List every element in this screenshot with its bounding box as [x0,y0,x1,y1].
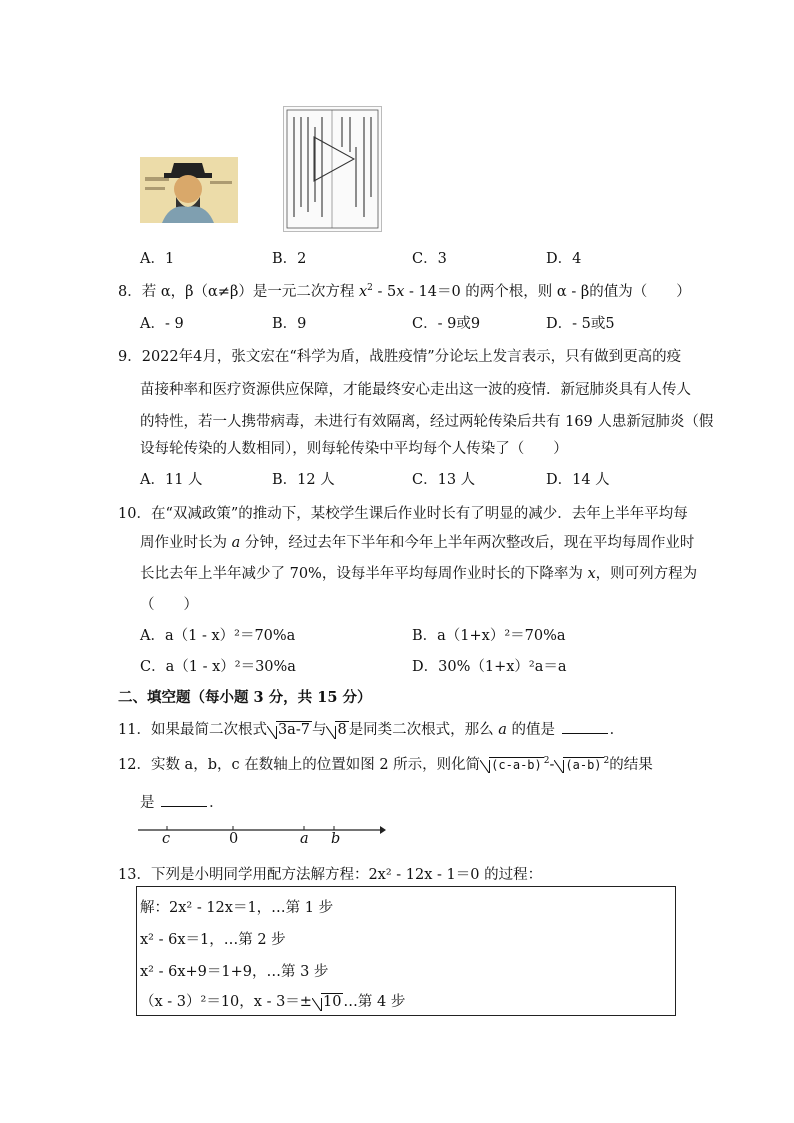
q10-number: 10． [118,506,151,522]
q8-eq-rest: - 5 [372,284,397,300]
q9-option-b: B．12 人 [272,472,335,488]
axis-label-c: c [162,831,171,847]
q8-number: 8． [118,284,142,300]
q9-number: 9． [118,349,142,365]
q12-answer-blank[interactable] [161,794,207,807]
q11-answer-blank[interactable] [562,721,608,734]
question-13 [118,863,542,884]
q11-text-4: 的值是 [506,722,560,738]
ancient-book-image [283,106,382,232]
number-line-figure [136,820,388,850]
q12-exponent-1: 2 [543,756,550,766]
solution-step-4-radical [312,994,343,1010]
q7-option-b: B．2 [272,251,307,267]
q10-line-3-a: 长比去年上半年减少了 70%，设每半年平均每周作业时长的下降率为 [140,566,588,582]
q10-line-3-b: ，则可列方程为 [595,566,698,582]
q7-option-c: C．3 [412,251,447,267]
q9-line-2: 苗接种率和医疗资源供应保障，才能最终安心走出这一波的疫情．新冠肺炎具有人传人 [140,382,691,398]
axis-label-a: a [300,831,309,847]
q10-var-x: x [587,566,596,582]
q8-text-1: 若 α，β（α≠β）是一元二次方程 [141,284,359,300]
q10-line-3 [140,562,697,583]
q11-number: 11． [118,722,151,738]
q8-var-x: x [358,284,368,300]
q10-var-a: a [231,535,241,551]
q10-option-a: A．a（1 - x）²＝70%a [140,628,296,644]
portrait-image [140,157,238,223]
q13-text: 下列是小明同学用配方法解方程：2x² - 12x - 1＝0 的过程： [150,867,543,883]
question-12 [118,753,653,774]
q12-radical-1 [480,756,549,773]
q8-option-b: B．9 [272,316,307,332]
q8-var-x2: x [396,284,405,300]
solution-step-1: 解：2x² - 12x＝1，…第 1 步 [140,900,334,916]
q12-line-2-a: 是 [140,795,160,811]
q11-radical-1 [267,722,312,738]
q12-line-2 [140,791,224,812]
q7-option-d: D．4 [546,251,582,267]
q12-radical-2 [554,756,609,773]
q9-option-a: A．11 人 [140,472,203,488]
question-9 [118,345,681,366]
q11-text-2: 与 [311,722,327,738]
q11-radicand-1: 3a-7 [277,722,310,738]
q10-line-1: 在“双减政策”的推动下，某校学生课后作业时长有了明显的减少．去年上半年平均每 [150,506,688,522]
solution-step-2: x² - 6x＝1，…第 2 步 [140,932,286,948]
q11-text-3: 是同类二次根式，那么 [348,722,499,738]
q8-option-c: C．- 9或9 [412,316,481,332]
q9-line-3: 的特性，若一人携带病毒，未进行有效隔离，经过两轮传染后共有 169 人患新冠肺炎（假 [140,414,714,430]
q12-radicand-2: (a-b) [565,758,602,772]
q10-option-b: B．a（1+x）²＝70%a [412,628,566,644]
axis-label-b: b [331,831,341,847]
question-11 [118,718,624,739]
q10-option-c: C．a（1 - x）²＝30%a [140,659,296,675]
q11-text-5: ． [609,722,625,738]
solution-step-4 [140,990,405,1011]
q11-text-1: 如果最简二次根式 [150,722,267,738]
q7-option-a: A．1 [140,251,175,267]
q13-number: 13． [118,867,151,883]
solution-step-3: x² - 6x+9＝1+9，…第 3 步 [140,964,329,980]
q9-option-c: C．13 人 [412,472,476,488]
q12-line-2-b: ． [209,795,224,811]
question-8: 8．若 α，β（α≠β）是一元二次方程 $x^2 - 5x - 14=0$ 的两个根，则 α - β的值为（ ） [118,283,691,300]
q11-radical-2 [326,722,348,738]
q8-eq-tail: - 14＝0 的两个根，则 α - β的值为（ ） [404,284,691,300]
number-line-arrow [380,826,386,834]
solution-step-4-b: …第 4 步 [343,994,406,1010]
solution-step-4-a: （x - 3）²＝10，x - 3＝± [140,994,312,1010]
q9-line-4: 设每轮传染的人数相同），则每轮传染中平均每个人传染了（ ） [140,441,568,457]
q12-minus: - [549,757,555,773]
q10-line-4: （ ） [140,597,198,613]
q11-radicand-2: 8 [337,722,347,738]
q10-line-2-a: 周作业时长为 [140,535,232,551]
section-2-title: 二、填空题（每小题 3 分，共 15 分） [118,689,372,706]
q10-option-d: D．30%（1+x）²a＝a [412,659,567,675]
q9-option-d: D．14 人 [546,472,610,488]
q12-text-1: 实数 a，b，c 在数轴上的位置如图 2 所示，则化简 [150,757,481,773]
solution-step-4-radicand: 10 [322,994,342,1010]
q12-exponent-2: 2 [603,756,610,766]
q10-line-2 [140,531,694,552]
q9-line-1: 2022年4月，张文宏在“科学为盾，战胜疫情”分论坛上发言表示，只有做到更高的疫 [141,349,682,365]
q8-option-a: A．- 9 [140,316,184,332]
axis-label-zero: 0 [229,831,239,847]
q12-text-2: 的结果 [609,757,653,773]
q8-option-d: D．- 5或5 [546,316,615,332]
q10-line-2-b: 分钟，经过去年下半年和今年上半年两次整改后，现在平均每周作业时 [240,535,695,551]
question-10 [118,502,688,523]
q12-number: 12． [118,757,151,773]
q11-var-a: a [498,722,507,738]
q12-radicand-1: (c-a-b) [491,758,542,772]
